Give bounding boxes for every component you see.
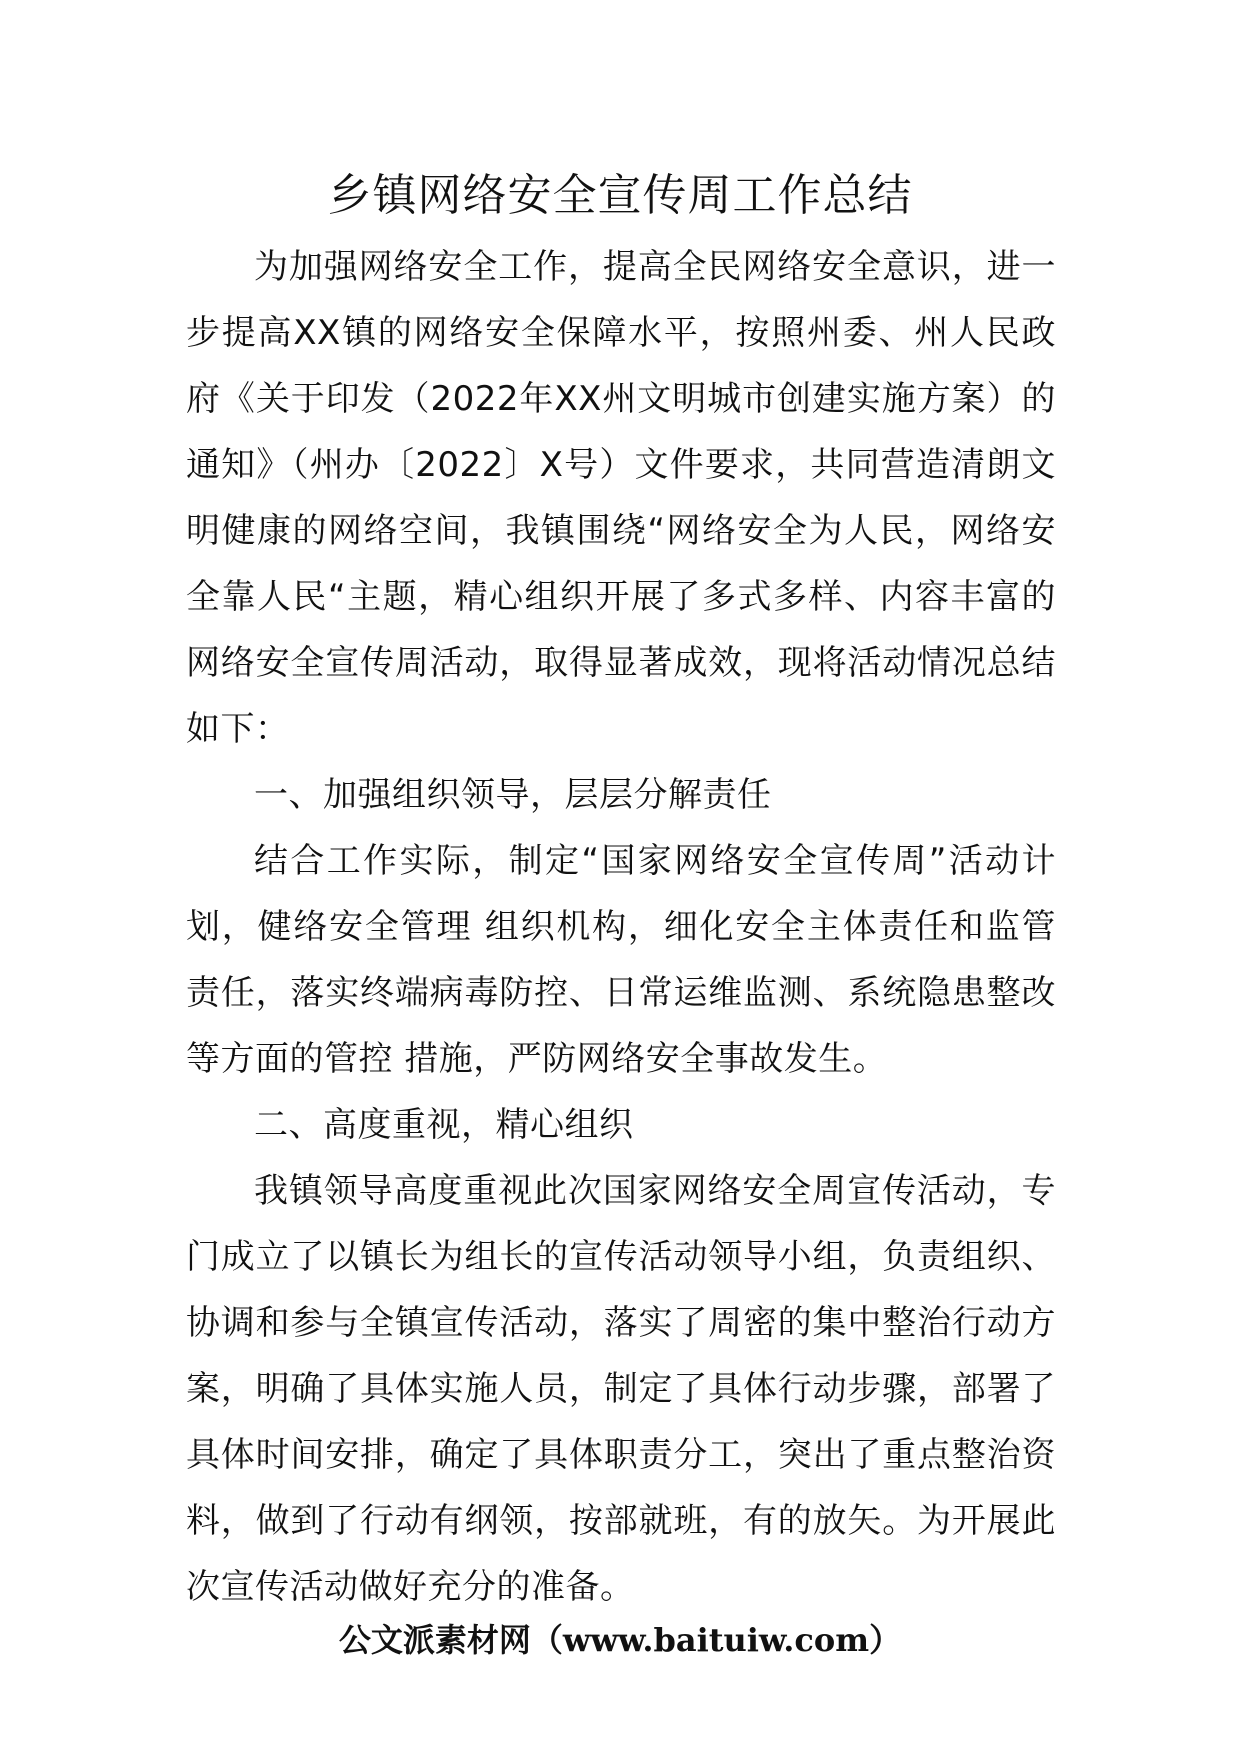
section-heading-1: 一、加强组织领导，层层分解责任 xyxy=(254,775,772,815)
document-title: 乡镇网络安全宣传周工作总结 xyxy=(327,170,913,221)
footer-watermark: 公文派素材网（www.baituiw.com） xyxy=(338,1621,902,1659)
section-2-paragraph: 我镇领导高度重视此次国家网络安全周宣传活动，专门成立了以镇长为组长的宣传活动领导小组，负责组织、协调和参与全镇宣传活动，落实了周密的集中整治行动方案，明确了具体实施人员，制定了具体行动步骤，部署了具体时间安排，确定了具体职责分工，突出了重点整治资料，做到了行动有纲领，按部就班，有的放矢。为开展此次宣传活动做好充分的准备。 xyxy=(186,1171,1056,1607)
section-heading-2: 二、高度重视，精心组织 xyxy=(254,1105,634,1145)
intro-paragraph: 为加强网络安全工作，提高全民网络安全意识，进一步提高XX镇的网络安全保障水平，按照州委、州人民政府《关于印发（2022年XX州文明城市创建实施方案）的通知》（州办〔2022〕X号）文件要求，共同营造清朗文明健康的网络空间，我镇围绕“网络安全为人民，网络安全靠人民“主题，精心组织开展了多式多样、内容丰富的网络安全宣传周活动，取得显著成效，现将活动情况总结如下： xyxy=(186,247,1056,749)
document-body xyxy=(186,234,1056,1620)
section-1-paragraph: 结合工作实际，制定“国家网络安全宣传周”活动计划，健络安全管理 组织机构，细化安全主体责任和监管责任，落实终端病毒防控、日常运维监测、系统隐患整改等方面的管控 措施，严防网络安全事故发生。 xyxy=(186,841,1056,1079)
